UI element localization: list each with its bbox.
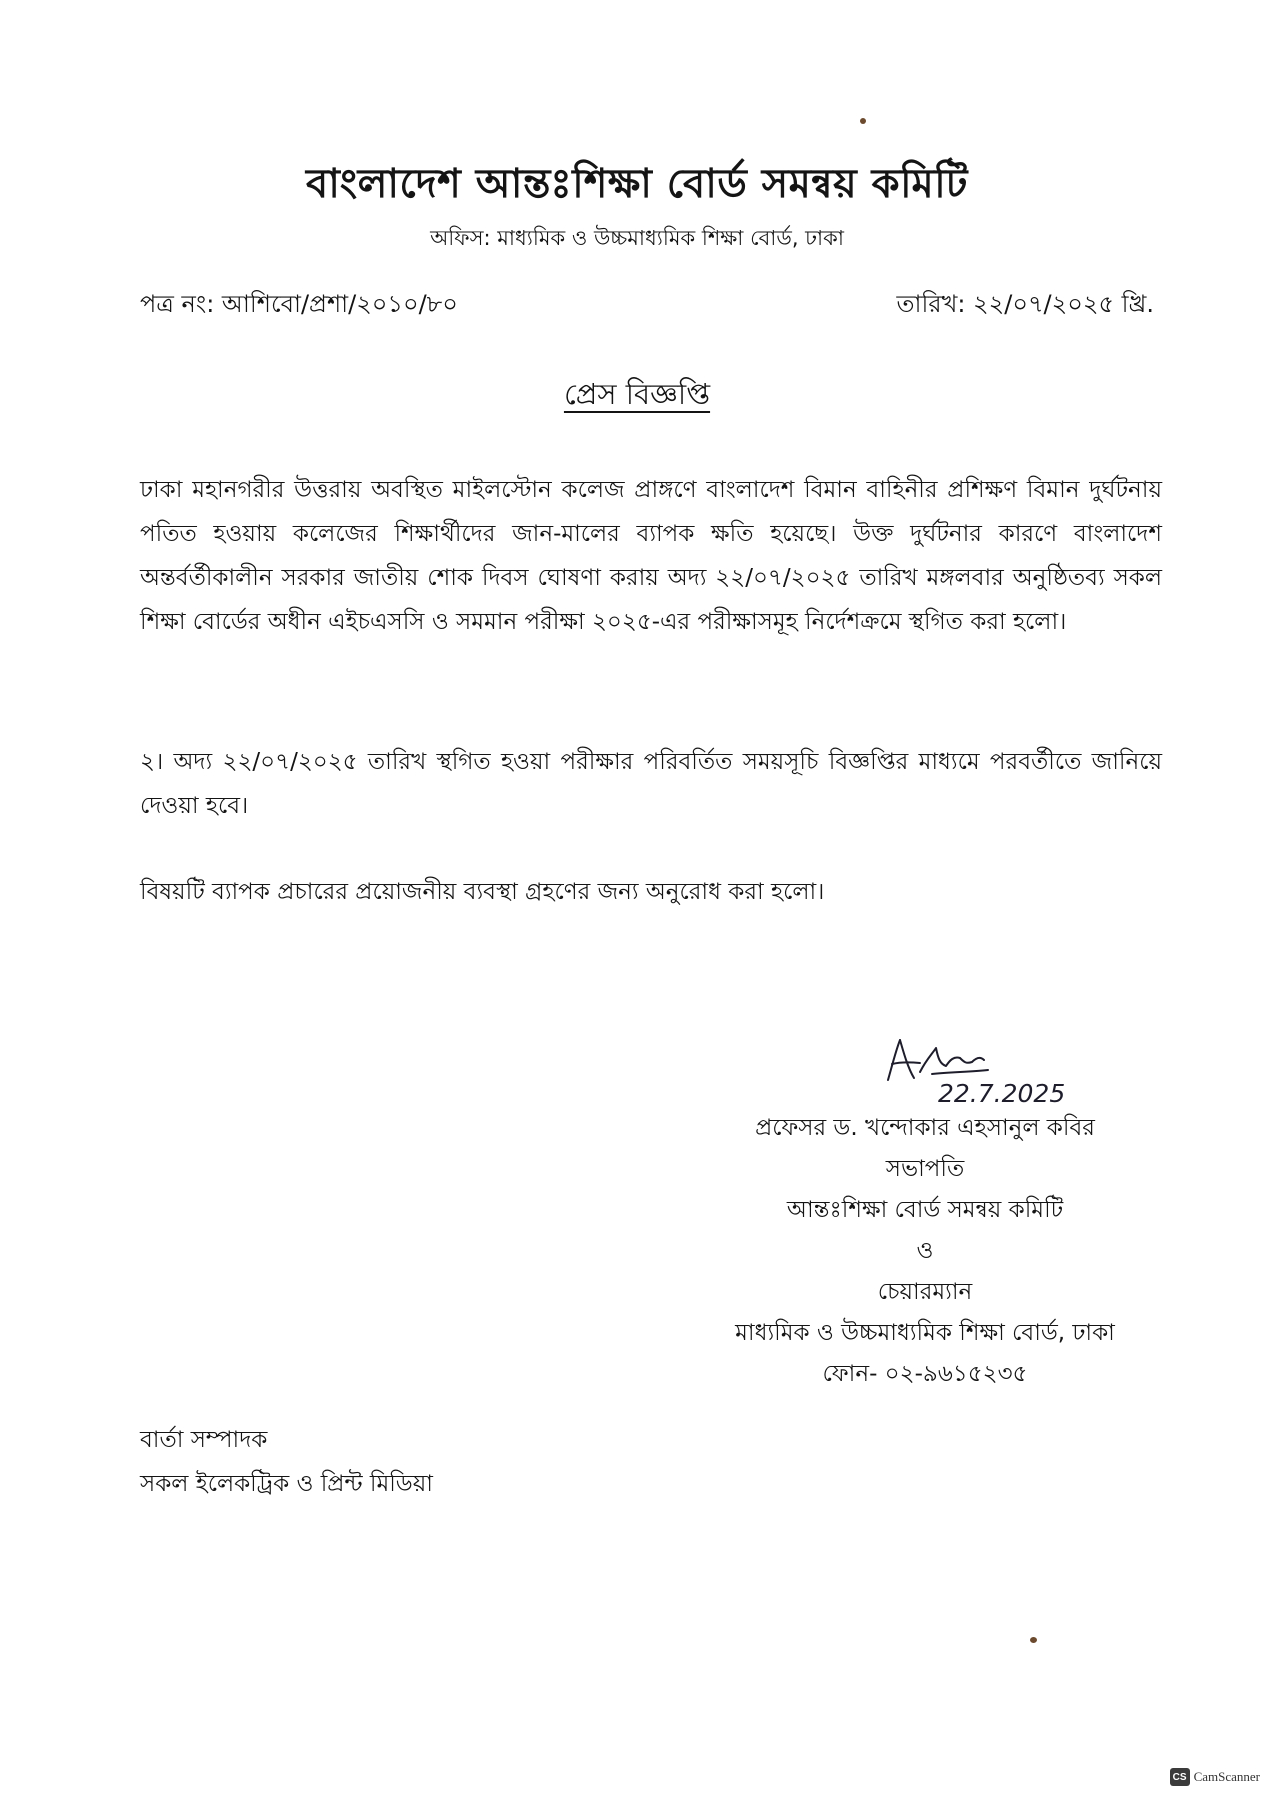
camscanner-watermark <box>1170 1768 1260 1786</box>
recipient-line-1: বার্তা সম্পাদক <box>140 1427 268 1453</box>
signatory-title: সভাপতি <box>885 1156 965 1182</box>
signatory-phone: ফোন- ০২-৯৬১৫২৩৫ <box>822 1361 1028 1387</box>
signatory-committee: আন্তঃশিক্ষা বোর্ড সমন্বয় কমিটি <box>786 1197 1064 1223</box>
body-paragraph-2: ২। অদ্য ২২/০৭/২০২৫ তারিখ স্থগিত হওয়া পরীক্ষার পরিবর্তিত সময়সূচি বিজ্ঞপ্তির মাধ্যমে পরবর্তীতে জানিয়ে দেওয়া হবে। <box>140 749 1162 819</box>
signatory-conjunction: ও <box>916 1238 934 1264</box>
signatory-block <box>690 1108 1160 1395</box>
document-heading <box>0 372 1274 421</box>
scan-speck <box>860 118 866 124</box>
press-release-title: প্রেস বিজ্ঞপ্তি <box>563 377 711 411</box>
signatory-board: মাধ্যমিক ও উচ্চমাধ্যমিক শিক্ষা বোর্ড, ঢাকা <box>735 1320 1115 1346</box>
issue-date: তারিখ: ২২/০৭/২০২৫ খ্রি. <box>896 290 1154 318</box>
scan-speck <box>1030 1637 1037 1643</box>
office-address: অফিস: মাধ্যমিক ও উচ্চমাধ্যমিক শিক্ষা বোর্ড, ঢাকা <box>430 226 844 250</box>
recipient-line-2: সকল ইলেকট্রিক ও প্রিন্ট মিডিয়া <box>140 1471 433 1497</box>
signatory-role: চেয়ারম্যান <box>877 1279 973 1305</box>
signatory-name: প্রফেসর ড. খন্দোকার এহসানুল কবির <box>755 1115 1095 1141</box>
body-paragraph-1: ঢাকা মহানগরীর উত্তরায় অবস্থিত মাইলস্টোন কলেজ প্রাঙ্গণে বাংলাদেশ বিমান বাহিনীর প্রশিক্ষণ বিমান দুর্ঘটনায় পতিত হওয়ায় কলেজের শিক্ষার্থীদের জান-মালের ব্যাপক ক্ষতি হয়েছে। উক্ত দুর্ঘটনার কারণে বাংলাদেশ অন্তর্বর্তীকালীন সরকার জাতীয় শোক দিবস ঘোষণা করায় অদ্য ২২/০৭/২০২৫ তারিখ মঙ্গলবার অনুষ্ঠিতব্য সকল শিক্ষা বোর্ডের অধীন এইচএসসি ও সমমান পরীক্ষা ২০২৫-এর পরীক্ষাসমূহ নির্দেশক্রমে স্থগিত করা হলো। <box>140 477 1162 635</box>
reference-number: পত্র নং: আশিবো/প্রশা/২০১০/৮০ <box>140 290 458 318</box>
camscanner-label: CamScanner <box>1193 1769 1260 1784</box>
organization-title: বাংলাদেশ আন্তঃশিক্ষা বোর্ড সমন্বয় কমিটি <box>306 161 968 207</box>
camscanner-logo-icon: CS <box>1170 1768 1190 1786</box>
body-paragraph-3: বিষয়টি ব্যাপক প্রচারের প্রয়োজনীয় ব্যবস্থা গ্রহণের জন্য অনুরোধ করা হলো। <box>140 879 825 905</box>
signature-date: 22.7.2025 <box>938 1079 1066 1108</box>
recipients-block <box>140 1418 433 1506</box>
handwritten-signature <box>880 1032 1090 1110</box>
